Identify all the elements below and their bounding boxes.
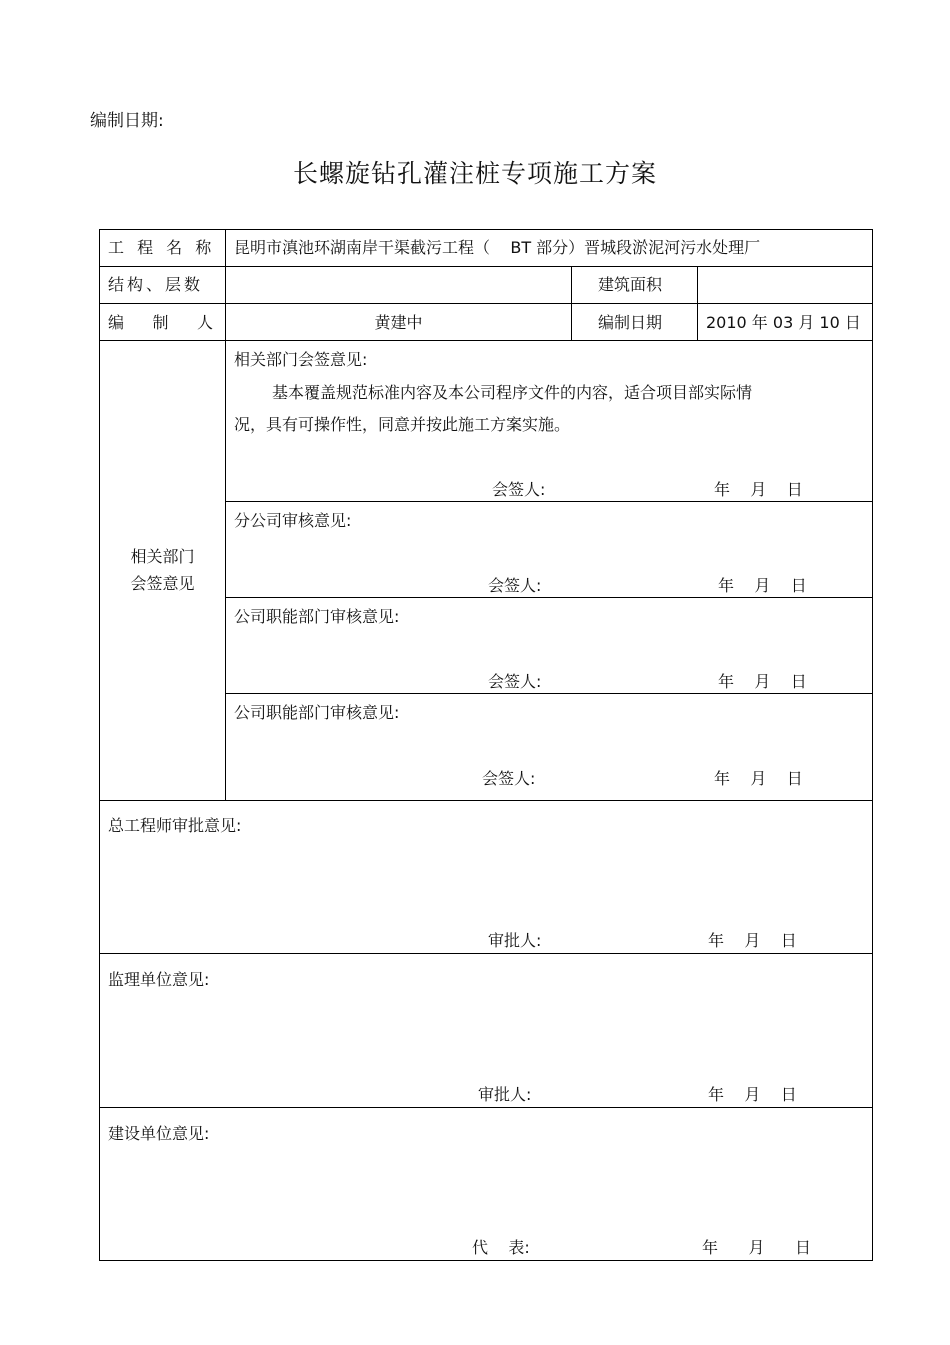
functional-review-date: 年 月 日 [718, 672, 807, 691]
area-label: 建筑面积 [598, 275, 663, 294]
project-name-label: 工 程 名 称 [108, 238, 216, 257]
branch-review-heading: 分公司审核意见: [234, 511, 352, 530]
branch-review-signer: 会签人: [488, 576, 542, 595]
table-line [99, 229, 100, 1260]
project-name-value: 昆明市滇池环湖南岸干渠截污工程（ BT 部分）晋城段淤泥河污水处理厂 [234, 238, 761, 257]
table-line [225, 597, 873, 598]
table-line [872, 229, 873, 1260]
table-line [225, 501, 873, 502]
table-line [225, 693, 873, 694]
table-line [99, 1260, 873, 1261]
functional-review-2-heading: 公司职能部门审核意见: [234, 703, 400, 722]
supervision-heading: 监理单位意见: [108, 970, 210, 989]
dept-side-label-line2: 会签意见 [130, 574, 195, 593]
owner-date: 年 月 日 [702, 1238, 812, 1257]
dept-opinion-heading: 相关部门会签意见: [234, 350, 368, 369]
functional-review-heading: 公司职能部门审核意见: [234, 607, 400, 626]
author-value: 黄建中 [374, 313, 423, 332]
supervision-signer: 审批人: [478, 1085, 532, 1104]
table-line [571, 266, 572, 340]
table-line [99, 340, 873, 341]
table-line [99, 1107, 873, 1108]
structure-label: 结构、层数 [108, 275, 204, 294]
table-line [99, 800, 873, 801]
chief-engineer-date: 年 月 日 [708, 931, 797, 950]
author-label: 编 制 人 [108, 313, 213, 332]
document-title: 长螺旋钻孔灌注桩专项施工方案 [292, 159, 657, 188]
table-line [99, 229, 873, 230]
functional-review-signer: 会签人: [488, 672, 542, 691]
dept-opinion-signer: 会签人: [492, 480, 546, 499]
chief-engineer-heading: 总工程师审批意见: [108, 816, 242, 835]
compile-date-label: 编制日期 [598, 313, 663, 332]
compile-date-heading: 编制日期: [90, 111, 164, 131]
compile-date-value: 2010 年 03 月 10 日 [706, 313, 861, 332]
dept-side-label-line1: 相关部门 [130, 547, 195, 566]
supervision-date: 年 月 日 [708, 1085, 797, 1104]
branch-review-date: 年 月 日 [718, 576, 807, 595]
table-line [697, 266, 698, 340]
functional-review-2-date: 年 月 日 [714, 769, 803, 788]
table-line [99, 953, 873, 954]
table-line [99, 303, 873, 304]
dept-opinion-body-line1: 基本覆盖规范标准内容及本公司程序文件的内容，适合项目部实际情 [272, 383, 753, 402]
owner-heading: 建设单位意见: [108, 1124, 210, 1143]
owner-signer: 代 表: [472, 1238, 530, 1257]
dept-opinion-body-line2: 况，具有可操作性，同意并按此施工方案实施。 [234, 415, 571, 434]
functional-review-2-signer: 会签人: [482, 769, 536, 788]
dept-opinion-date: 年 月 日 [714, 480, 803, 499]
table-line [99, 266, 873, 267]
chief-engineer-signer: 审批人: [488, 931, 542, 950]
